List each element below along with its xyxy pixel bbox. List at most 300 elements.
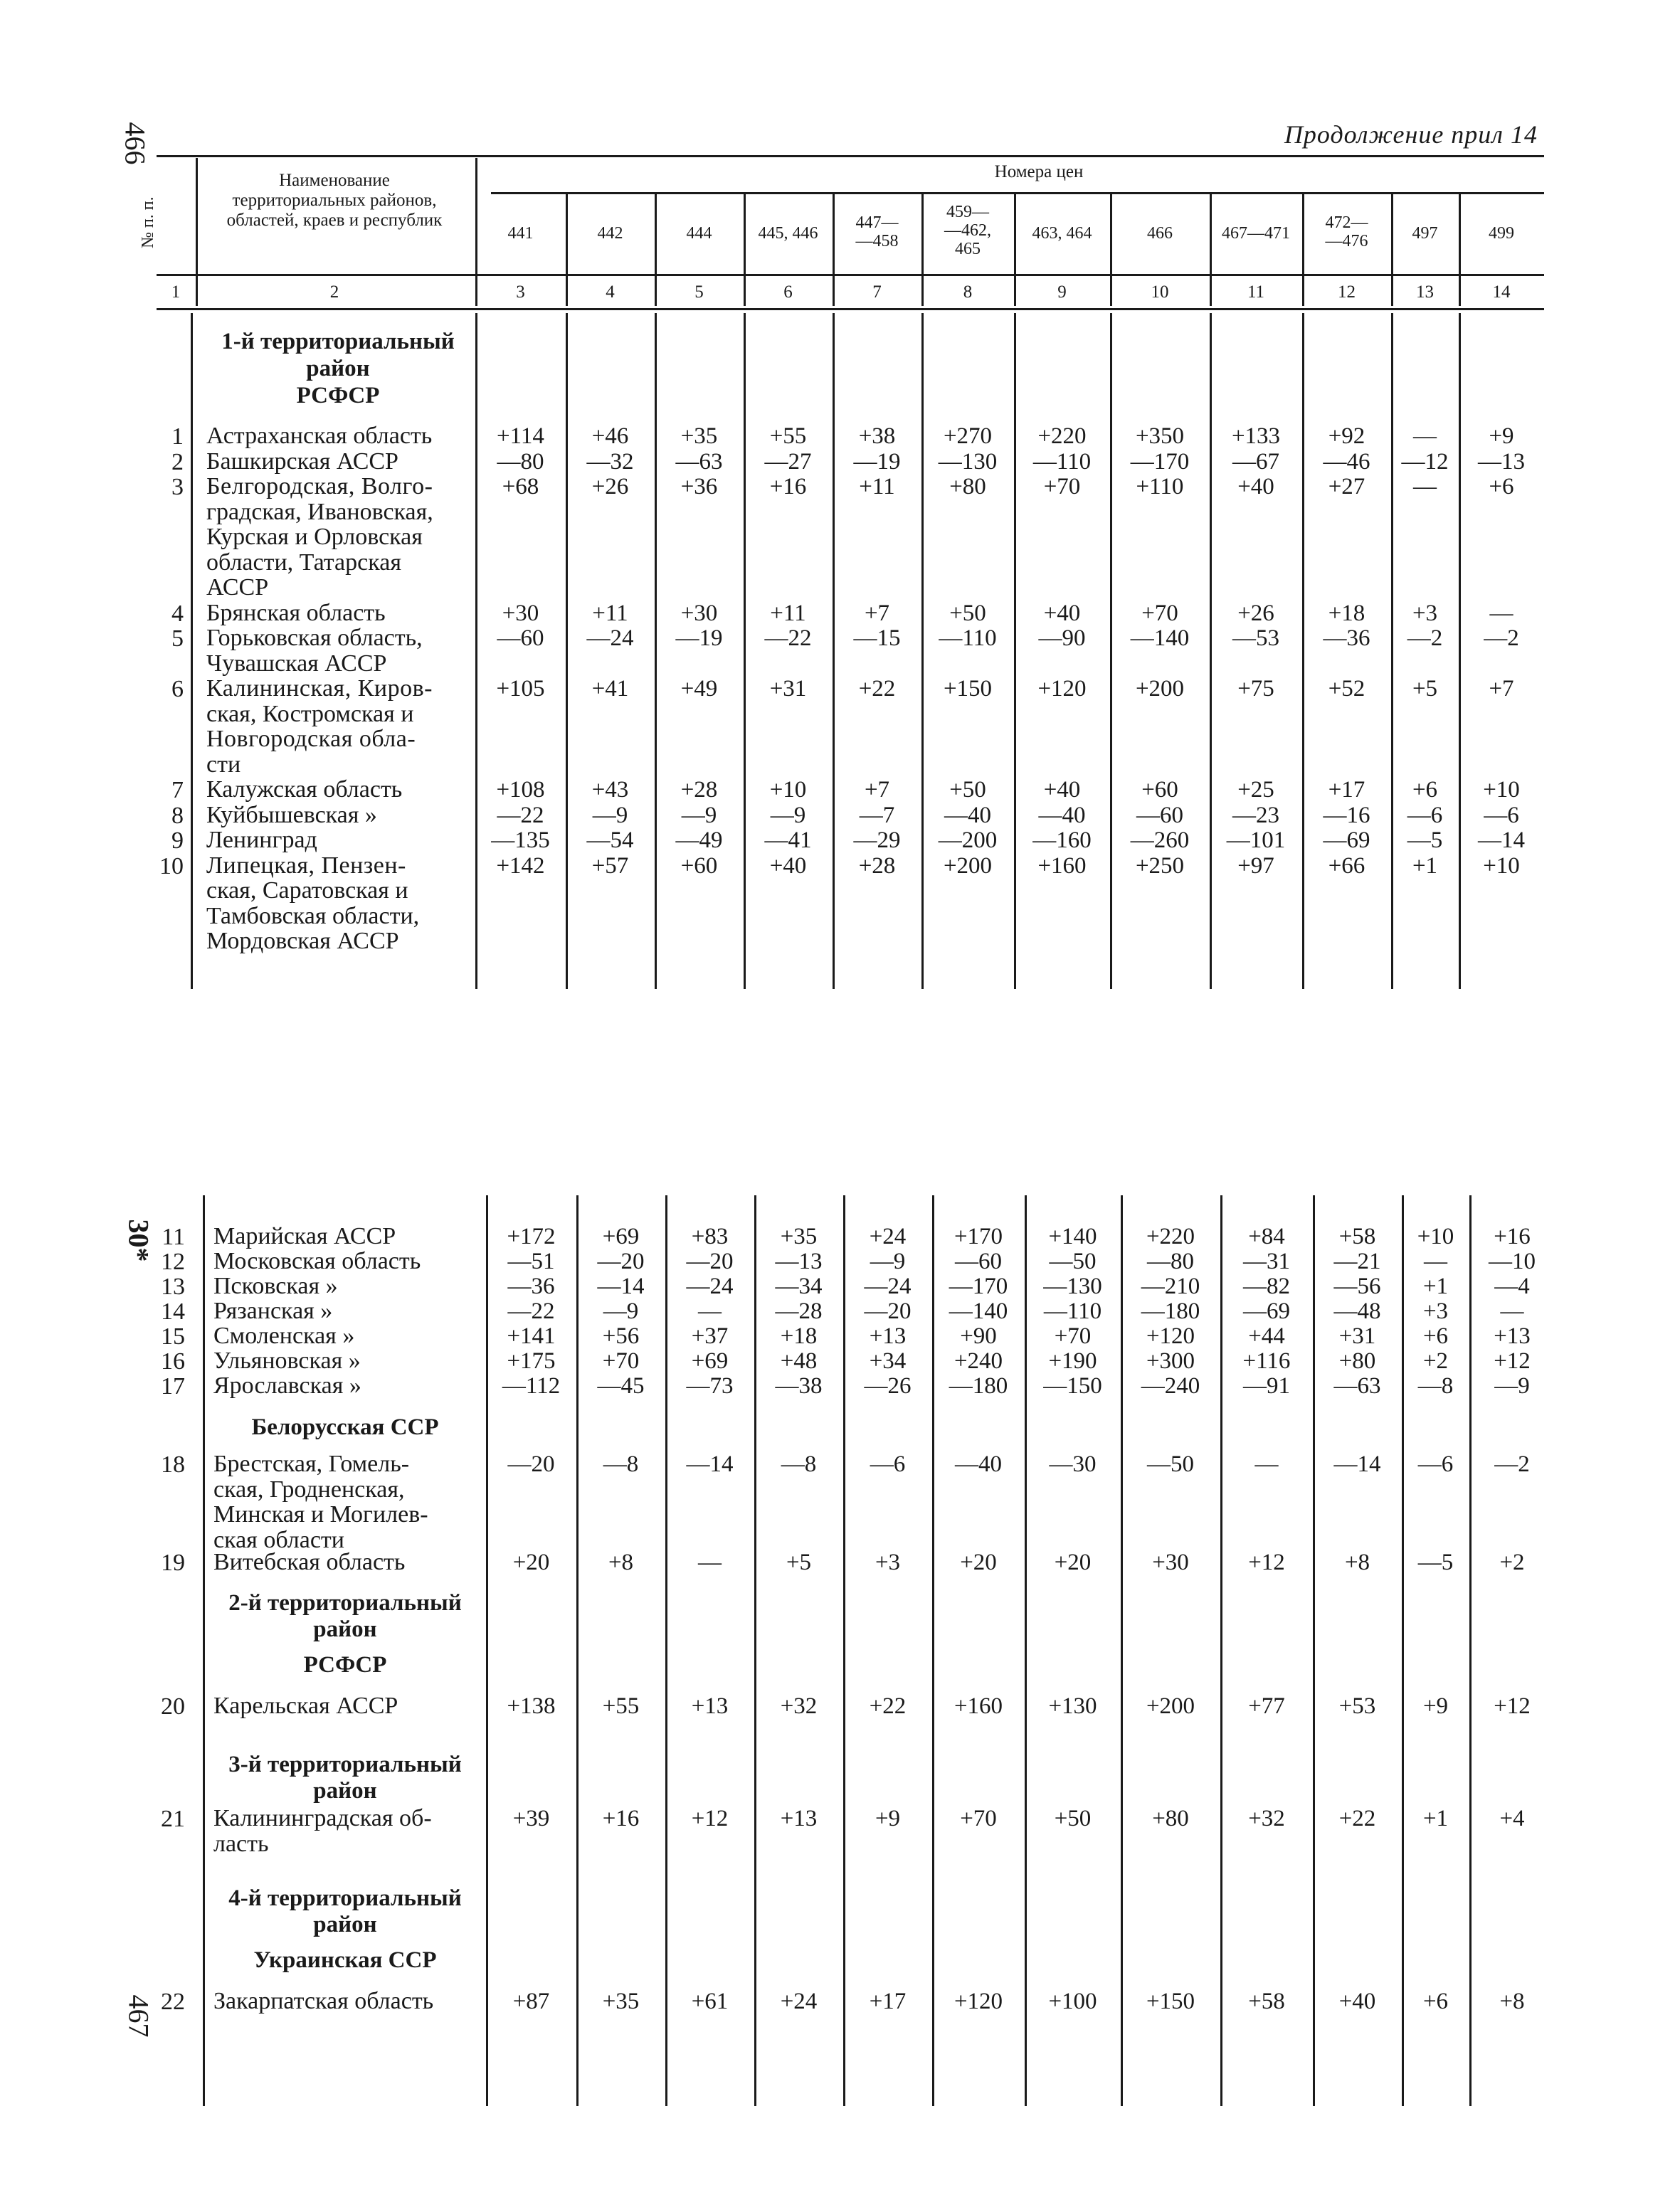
body-vline-col bbox=[1110, 313, 1112, 989]
cell-value: —2 bbox=[1484, 625, 1519, 651]
table-top-rule bbox=[157, 155, 1544, 157]
row-number: 19 bbox=[161, 1550, 185, 1576]
cell-value: +105 bbox=[496, 676, 545, 702]
cell-value: +133 bbox=[1231, 423, 1281, 449]
cell-value: +50 bbox=[1054, 1806, 1092, 1831]
cell-value: +50 bbox=[949, 777, 986, 803]
cell-value: +44 bbox=[1248, 1323, 1285, 1349]
cell-value: +40 bbox=[1338, 1989, 1376, 2014]
cell-value: — bbox=[1489, 600, 1513, 626]
cell-value: +11 bbox=[592, 600, 628, 626]
row-name: Липецкая, Пензен- bbox=[206, 852, 406, 879]
row-name: АССР bbox=[206, 574, 269, 601]
row-number: 13 bbox=[161, 1274, 185, 1300]
cell-value: — bbox=[698, 1298, 722, 1324]
cell-value: —50 bbox=[1049, 1249, 1097, 1274]
cell-value: +220 bbox=[1037, 423, 1087, 449]
cell-value: —110 bbox=[1032, 448, 1092, 475]
cell-value: —10 bbox=[1489, 1249, 1536, 1274]
cell-value: +12 bbox=[1494, 1693, 1531, 1719]
cell-value: +26 bbox=[1237, 600, 1274, 626]
cell-value: +200 bbox=[1146, 1693, 1195, 1719]
cell-value: —82 bbox=[1243, 1274, 1290, 1299]
cell-value: +97 bbox=[1237, 852, 1274, 879]
cell-value: —53 bbox=[1232, 625, 1279, 651]
cell-value: +150 bbox=[1146, 1989, 1195, 2014]
cell-value: +37 bbox=[691, 1323, 729, 1349]
cell-value: +3 bbox=[875, 1550, 901, 1575]
cell-value: +84 bbox=[1248, 1224, 1285, 1249]
body-vline-col bbox=[1014, 313, 1016, 989]
cell-value: —140 bbox=[1130, 625, 1190, 651]
row-name: сти bbox=[206, 751, 241, 778]
cell-value: +57 bbox=[591, 852, 629, 879]
cell-value: —14 bbox=[686, 1451, 734, 1477]
cell-value: +41 bbox=[591, 676, 629, 702]
header-col-number: 14 bbox=[1492, 282, 1511, 302]
cell-value: +114 bbox=[497, 423, 544, 449]
row-name: Карельская АССР bbox=[213, 1693, 398, 1719]
cell-value: —69 bbox=[1243, 1298, 1290, 1324]
cell-value: +61 bbox=[691, 1989, 729, 2014]
cell-value: +10 bbox=[1483, 852, 1520, 879]
cell-value: —60 bbox=[497, 625, 544, 651]
cell-value: +108 bbox=[496, 777, 545, 803]
cell-value: —24 bbox=[586, 625, 634, 651]
cell-value: —200 bbox=[938, 827, 998, 853]
cell-value: —9 bbox=[1494, 1373, 1530, 1399]
cell-value: —8 bbox=[781, 1451, 817, 1477]
row-name: Закарпатская область bbox=[213, 1988, 434, 2014]
cell-value: —9 bbox=[592, 802, 628, 828]
row-name: Астраханская область bbox=[206, 423, 433, 449]
cell-value: +10 bbox=[769, 777, 807, 803]
cell-value: —30 bbox=[1049, 1451, 1097, 1477]
cell-value: —51 bbox=[507, 1249, 555, 1274]
cell-value: —19 bbox=[675, 625, 723, 651]
header-price-col: 441 bbox=[507, 224, 534, 243]
row-name: ская, Гродненская, bbox=[213, 1476, 405, 1503]
cell-value: +2 bbox=[1422, 1348, 1449, 1374]
row-number: 5 bbox=[171, 625, 184, 652]
cell-value: —23 bbox=[1232, 802, 1279, 828]
cell-value: —56 bbox=[1333, 1274, 1381, 1299]
header-col-number: 6 bbox=[783, 282, 793, 302]
cell-value: +31 bbox=[1338, 1323, 1376, 1349]
cell-value: +12 bbox=[691, 1806, 729, 1831]
row-name: Калининская, Киров- bbox=[206, 675, 433, 702]
row-name: Чувашская АССР bbox=[206, 650, 387, 677]
header-price-col: 459— —462, 465 bbox=[944, 203, 991, 258]
cell-value: —28 bbox=[775, 1298, 823, 1324]
cell-value: +60 bbox=[680, 852, 718, 879]
header-num-label: № п. п. bbox=[139, 196, 157, 248]
cell-value: +6 bbox=[1422, 1989, 1449, 2014]
signature-mark: 30* bbox=[122, 1219, 155, 1262]
cell-value: +40 bbox=[1043, 777, 1081, 803]
cell-value: —80 bbox=[497, 448, 544, 475]
row-number: 17 bbox=[161, 1373, 185, 1400]
cell-value: +130 bbox=[1048, 1693, 1097, 1719]
cell-value: +46 bbox=[591, 423, 629, 449]
cell-value: +6 bbox=[1412, 777, 1438, 803]
header-col-number: 13 bbox=[1416, 282, 1434, 302]
cell-value: —34 bbox=[775, 1274, 823, 1299]
cell-value: +9 bbox=[875, 1806, 901, 1831]
cell-value: —13 bbox=[1478, 448, 1525, 475]
cell-value: +80 bbox=[949, 474, 986, 499]
cell-value: — bbox=[698, 1550, 722, 1575]
row-number: 4 bbox=[171, 600, 184, 627]
cell-value: +77 bbox=[1248, 1693, 1285, 1719]
cell-value: +190 bbox=[1048, 1348, 1097, 1374]
cell-value: +140 bbox=[1048, 1224, 1097, 1249]
cell-value: +240 bbox=[953, 1348, 1003, 1374]
cell-value: +120 bbox=[1037, 676, 1087, 702]
body2-vline-col bbox=[1121, 1195, 1123, 2106]
cell-value: +12 bbox=[1248, 1550, 1285, 1575]
cell-value: —73 bbox=[686, 1373, 734, 1399]
cell-value: +27 bbox=[1328, 474, 1365, 499]
cell-value: — bbox=[1424, 1249, 1447, 1274]
cell-value: —27 bbox=[764, 448, 812, 475]
cell-value: +48 bbox=[780, 1348, 818, 1374]
cell-value: —140 bbox=[949, 1298, 1008, 1324]
cell-value: —9 bbox=[681, 802, 717, 828]
cell-value: —180 bbox=[949, 1373, 1008, 1399]
cell-value: —7 bbox=[859, 802, 895, 828]
header-col-number: 10 bbox=[1151, 282, 1169, 302]
header-col-number: 5 bbox=[694, 282, 704, 302]
row-number: 2 bbox=[171, 448, 184, 475]
cell-value: —8 bbox=[1417, 1373, 1454, 1399]
row-name: Марийская АССР bbox=[213, 1223, 396, 1249]
cell-value: +49 bbox=[680, 676, 718, 702]
row-number: 3 bbox=[171, 474, 184, 500]
row-name: Московская область bbox=[213, 1248, 421, 1274]
header-col-number: 9 bbox=[1057, 282, 1067, 302]
row-number: 6 bbox=[171, 676, 184, 702]
cell-value: +22 bbox=[1338, 1806, 1376, 1831]
cell-value: +58 bbox=[1338, 1224, 1376, 1249]
row-number: 11 bbox=[162, 1224, 185, 1250]
cell-value: —41 bbox=[764, 827, 812, 853]
cell-value: +13 bbox=[780, 1806, 818, 1831]
cell-value: +55 bbox=[769, 423, 807, 449]
row-name: ласть bbox=[213, 1830, 269, 1857]
cell-value: —24 bbox=[686, 1274, 734, 1299]
cell-value: —20 bbox=[864, 1298, 912, 1324]
cell-value: —67 bbox=[1232, 448, 1279, 475]
cell-value: —9 bbox=[603, 1298, 639, 1324]
cell-value: —160 bbox=[1032, 827, 1092, 853]
header-vline-col bbox=[1459, 194, 1461, 306]
row-name: ская, Костромская и bbox=[206, 700, 414, 727]
row-name: ская области bbox=[213, 1526, 344, 1553]
cell-value: +8 bbox=[1344, 1550, 1370, 1575]
cell-value: +80 bbox=[1338, 1348, 1376, 1374]
cell-value: +5 bbox=[786, 1550, 812, 1575]
section-heading: РСФСР bbox=[296, 383, 380, 408]
cell-value: —80 bbox=[1147, 1249, 1194, 1274]
cell-value: +83 bbox=[691, 1224, 729, 1249]
cell-value: +40 bbox=[769, 852, 807, 879]
header-price-col: 499 bbox=[1489, 224, 1514, 243]
cell-value: +175 bbox=[507, 1348, 556, 1374]
body2-vline-col bbox=[1025, 1195, 1027, 2106]
cell-value: —40 bbox=[944, 802, 991, 828]
row-name: Ярославская » bbox=[213, 1372, 361, 1399]
row-number: 21 bbox=[161, 1806, 185, 1832]
cell-value: —22 bbox=[507, 1298, 555, 1324]
cell-value: —63 bbox=[1333, 1373, 1381, 1399]
cell-value: +120 bbox=[1146, 1323, 1195, 1349]
row-name: Псковская » bbox=[213, 1273, 338, 1299]
row-name: Белгородская, Волго- bbox=[206, 473, 433, 499]
cell-value: —45 bbox=[597, 1373, 645, 1399]
cell-value: +17 bbox=[1328, 777, 1365, 803]
cell-value: —101 bbox=[1226, 827, 1286, 853]
cell-value: +11 bbox=[770, 600, 806, 626]
cell-value: +30 bbox=[680, 600, 718, 626]
cell-value: +70 bbox=[1054, 1323, 1092, 1349]
page-number-right: 467 bbox=[122, 1994, 155, 2038]
cell-value: +52 bbox=[1328, 676, 1365, 702]
row-name: Тамбовская области, bbox=[206, 902, 420, 929]
header-col-number: 1 bbox=[171, 282, 181, 302]
cell-value: —6 bbox=[1484, 802, 1519, 828]
cell-value: +90 bbox=[960, 1323, 997, 1349]
cell-value: +13 bbox=[869, 1323, 907, 1349]
group-rule bbox=[491, 192, 1544, 194]
row-number: 14 bbox=[161, 1298, 185, 1325]
header-vline-col bbox=[1210, 194, 1212, 306]
cell-value: +69 bbox=[691, 1348, 729, 1374]
header-price-col: 497 bbox=[1412, 224, 1438, 243]
cell-value: +12 bbox=[1494, 1348, 1531, 1374]
cell-value: —150 bbox=[1043, 1373, 1102, 1399]
cell-value: +43 bbox=[591, 777, 629, 803]
cell-value: +32 bbox=[1248, 1806, 1285, 1831]
cell-value: +142 bbox=[496, 852, 545, 879]
cell-value: — bbox=[1413, 423, 1437, 449]
row-name: Рязанская » bbox=[213, 1298, 333, 1324]
cell-value: +1 bbox=[1412, 852, 1438, 879]
cell-value: +75 bbox=[1237, 676, 1274, 702]
row-number: 15 bbox=[161, 1323, 185, 1350]
cell-value: +36 bbox=[680, 474, 718, 499]
cell-value: +13 bbox=[691, 1693, 729, 1719]
cell-value: +250 bbox=[1135, 852, 1185, 879]
cell-value: +16 bbox=[602, 1806, 640, 1831]
row-number: 10 bbox=[159, 852, 184, 879]
row-name: Ульяновская » bbox=[213, 1348, 361, 1374]
cell-value: +70 bbox=[1043, 474, 1081, 499]
colnum-rule bbox=[157, 308, 1544, 310]
cell-value: +30 bbox=[1152, 1550, 1189, 1575]
cell-value: +16 bbox=[1494, 1224, 1531, 1249]
continuation-label: Продолжение прил 14 bbox=[1284, 120, 1538, 149]
cell-value: +18 bbox=[780, 1323, 818, 1349]
cell-value: —22 bbox=[764, 625, 812, 651]
cell-value: +55 bbox=[602, 1693, 640, 1719]
cell-value: +80 bbox=[1152, 1806, 1189, 1831]
cell-value: —8 bbox=[603, 1451, 639, 1477]
row-name: Курская и Орловская bbox=[206, 524, 423, 550]
cell-value: +35 bbox=[602, 1989, 640, 2014]
cell-value: +150 bbox=[943, 676, 993, 702]
cell-value: —14 bbox=[1333, 1451, 1381, 1477]
header-col-number: 12 bbox=[1338, 282, 1356, 302]
cell-value: —5 bbox=[1417, 1550, 1454, 1575]
cell-value: +350 bbox=[1135, 423, 1185, 449]
section-heading: 4-й территориальный район bbox=[228, 1885, 462, 1937]
cell-value: +20 bbox=[512, 1550, 550, 1575]
row-name: Новгородская обла- bbox=[206, 726, 416, 752]
cell-value: +70 bbox=[1141, 600, 1178, 626]
section-heading: 1-й территориальный bbox=[221, 329, 455, 354]
cell-value: +22 bbox=[869, 1693, 907, 1719]
section-heading: район bbox=[306, 356, 370, 381]
cell-value: +7 bbox=[864, 777, 890, 803]
cell-value: —4 bbox=[1494, 1274, 1530, 1299]
header-vline-col bbox=[921, 194, 924, 306]
row-number: 7 bbox=[171, 777, 184, 803]
cell-value: +4 bbox=[1499, 1806, 1525, 1831]
row-number: 12 bbox=[161, 1249, 185, 1275]
cell-value: —180 bbox=[1141, 1298, 1200, 1324]
header-col-number: 7 bbox=[872, 282, 882, 302]
header-vline-col bbox=[1391, 194, 1393, 306]
cell-value: +11 bbox=[859, 474, 895, 499]
cell-value: +17 bbox=[869, 1989, 907, 2014]
cell-value: —91 bbox=[1243, 1373, 1290, 1399]
body2-vline-name bbox=[203, 1195, 205, 2106]
cell-value: —6 bbox=[870, 1451, 906, 1477]
row-name: области, Татарская bbox=[206, 549, 401, 576]
cell-value: —110 bbox=[1043, 1298, 1102, 1324]
header-vline-col bbox=[744, 194, 746, 306]
cell-value: —46 bbox=[1323, 448, 1370, 475]
header-col-number: 2 bbox=[329, 282, 339, 302]
cell-value: —20 bbox=[597, 1249, 645, 1274]
cell-value: —9 bbox=[870, 1249, 906, 1274]
row-name: Горьковская область, bbox=[206, 625, 423, 651]
cell-value: +6 bbox=[1489, 474, 1514, 499]
cell-value: +38 bbox=[858, 423, 896, 449]
cell-value: — bbox=[1254, 1451, 1279, 1477]
cell-value: +5 bbox=[1412, 676, 1438, 702]
cell-value: +24 bbox=[869, 1224, 907, 1249]
row-number: 20 bbox=[161, 1693, 185, 1720]
cell-value: —240 bbox=[1141, 1373, 1200, 1399]
cell-value: —63 bbox=[675, 448, 723, 475]
header-vline-col bbox=[1110, 194, 1112, 306]
cell-value: —36 bbox=[507, 1274, 555, 1299]
cell-value: —6 bbox=[1417, 1451, 1454, 1477]
header-vline-col bbox=[566, 194, 568, 306]
cell-value: +100 bbox=[1048, 1989, 1097, 2014]
cell-value: —36 bbox=[1323, 625, 1370, 651]
cell-value: +16 bbox=[769, 474, 807, 499]
cell-value: +28 bbox=[680, 777, 718, 803]
page-number-left: 466 bbox=[119, 122, 152, 165]
cell-value: +1 bbox=[1422, 1274, 1449, 1299]
row-name: ская, Саратовская и bbox=[206, 877, 408, 904]
cell-value: +60 bbox=[1141, 777, 1178, 803]
row-name: Брестская, Гомель- bbox=[213, 1451, 410, 1477]
row-number: 22 bbox=[161, 1989, 185, 2015]
cell-value: —135 bbox=[491, 827, 550, 853]
cell-value: —16 bbox=[1323, 802, 1370, 828]
cell-value: +20 bbox=[1054, 1550, 1092, 1575]
cell-value: —26 bbox=[864, 1373, 912, 1399]
cell-value: —19 bbox=[853, 448, 901, 475]
row-name: Ленинград bbox=[206, 827, 317, 853]
cell-value: —14 bbox=[597, 1274, 645, 1299]
cell-value: +87 bbox=[512, 1989, 550, 2014]
cell-value: —21 bbox=[1333, 1249, 1381, 1274]
row-name: Калужская область bbox=[206, 776, 403, 803]
cell-value: +160 bbox=[1037, 852, 1087, 879]
cell-value: +70 bbox=[602, 1348, 640, 1374]
cell-value: —90 bbox=[1038, 625, 1086, 651]
cell-value: +35 bbox=[780, 1224, 818, 1249]
header-price-col: 445, 446 bbox=[758, 224, 818, 243]
cell-value: +110 bbox=[1136, 474, 1184, 499]
cell-value: +120 bbox=[953, 1989, 1003, 2014]
cell-value: +3 bbox=[1412, 600, 1438, 626]
cell-value: — bbox=[1500, 1298, 1524, 1324]
cell-value: —260 bbox=[1130, 827, 1190, 853]
row-name: градская, Ивановская, bbox=[206, 498, 433, 525]
cell-value: —112 bbox=[502, 1373, 561, 1399]
section-heading: 3-й территориальный район bbox=[228, 1752, 462, 1804]
row-number: 16 bbox=[161, 1348, 185, 1375]
cell-value: — bbox=[1413, 474, 1437, 499]
header-price-col: 444 bbox=[686, 224, 712, 243]
header-vline-col bbox=[1014, 194, 1016, 306]
cell-value: +34 bbox=[869, 1348, 907, 1374]
cell-value: —38 bbox=[775, 1373, 823, 1399]
cell-value: —15 bbox=[853, 625, 901, 651]
cell-value: —20 bbox=[507, 1451, 555, 1477]
cell-value: —210 bbox=[1141, 1274, 1200, 1299]
cell-value: —48 bbox=[1333, 1298, 1381, 1324]
cell-value: +35 bbox=[680, 423, 718, 449]
cell-value: —24 bbox=[864, 1274, 912, 1299]
header-col-number: 3 bbox=[516, 282, 525, 302]
header-price-col: 472— —476 bbox=[1325, 213, 1368, 250]
cell-value: +25 bbox=[1237, 777, 1274, 803]
cell-value: +32 bbox=[780, 1693, 818, 1719]
section-heading: Белорусская ССР bbox=[251, 1414, 439, 1440]
row-name: Куйбышевская » bbox=[206, 801, 377, 828]
cell-value: +200 bbox=[943, 852, 993, 879]
header-col-number: 4 bbox=[606, 282, 615, 302]
cell-value: —60 bbox=[955, 1249, 1002, 1274]
cell-value: —29 bbox=[853, 827, 901, 853]
cell-value: +6 bbox=[1422, 1323, 1449, 1349]
cell-value: —32 bbox=[586, 448, 634, 475]
cell-value: —60 bbox=[1136, 802, 1183, 828]
cell-value: +68 bbox=[502, 474, 539, 499]
cell-value: —12 bbox=[1401, 448, 1449, 475]
cell-value: +138 bbox=[507, 1693, 556, 1719]
cell-value: +40 bbox=[1043, 600, 1081, 626]
cell-value: +300 bbox=[1146, 1348, 1195, 1374]
header-vline-col bbox=[655, 194, 657, 306]
